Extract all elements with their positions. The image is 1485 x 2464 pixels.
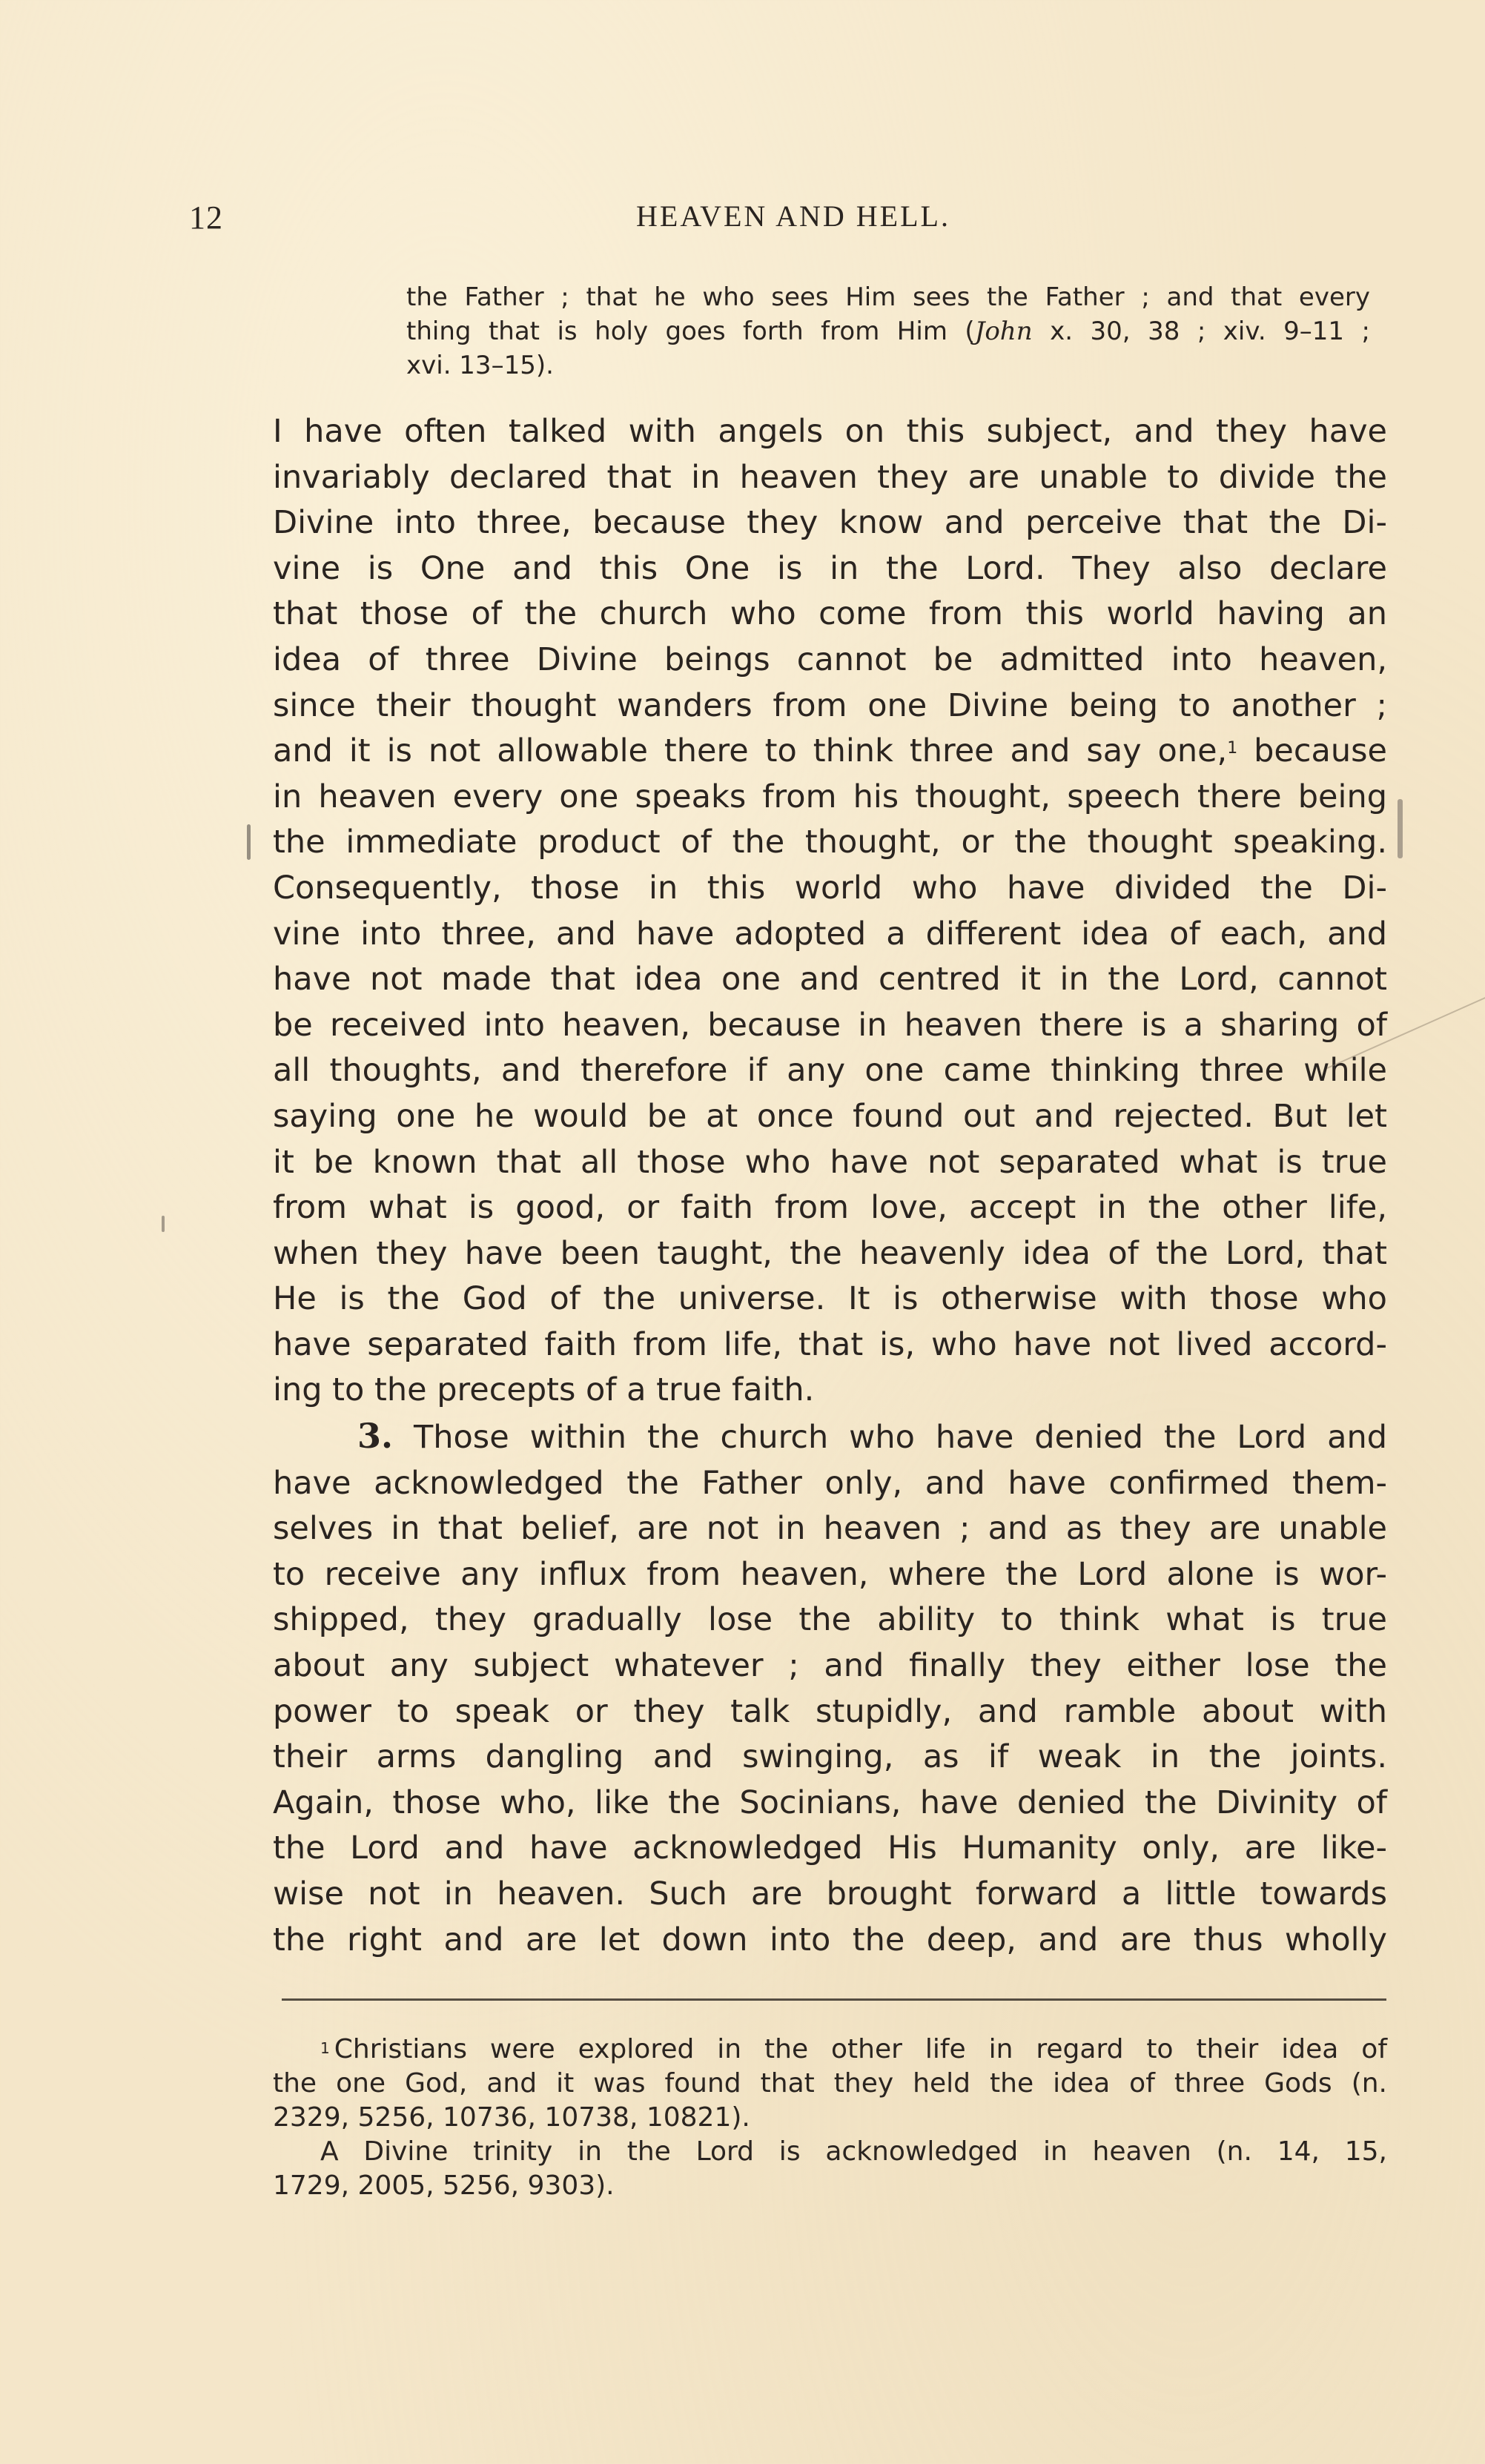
quote-line: xvi. 13–15). [406,351,554,380]
footnote-divider [282,1998,1386,2001]
text-line: I have often talked with angels on this subject, and they have [273,413,1387,450]
quote-line: the Father ; that he who sees Him sees the Father ; and that every [406,282,1370,312]
text-line: Consequently, those in this world who have divided the Di- [273,869,1387,907]
footnote-1 [273,2033,1387,2135]
page-number: 12 [189,199,223,236]
paragraph-2 [273,1414,1387,1963]
text-line: ing to the precepts of a true faith. [273,1371,815,1409]
text-line: it be known that all those who have not separated what is true [273,1143,1387,1181]
text-line: have not made that idea one and centred it in the Lord, cannot [273,961,1387,998]
footnote-line: 1729, 2005, 5256, 9303). [273,2170,615,2201]
text-line: in heaven every one speaks from his thought, speech there being [273,778,1387,815]
text-line: about any subject whatever ; and finally they either lose the [273,1647,1387,1685]
text-line: have acknowledged the Father only, and have confirmed them- [273,1464,1387,1502]
text-line: be received into heaven, because in heaven there is a sharing of [273,1006,1387,1044]
text-line-end: because [1237,732,1387,770]
footnotes [273,2033,1387,2203]
footnote-reference[interactable]: 1 [1227,739,1238,758]
text-line: the immediate product of the thought, or the thought speaking. [273,824,1387,861]
text-line: vine is One and this One is in the Lord. They also declare [273,549,1387,587]
footnote-line: A Divine trinity in the Lord is acknowledged in heaven (n. 14, 15, [320,2136,1387,2167]
text-line: when they have been taught, the heavenly idea of the Lord, that [273,1234,1387,1272]
footnote-line [273,2033,1387,2067]
citation-references: x. 30, 38 ; xiv. 9–11 ; [1032,317,1370,346]
text-line: selves in that belief, are not in heaven ; and as they are unable [273,1510,1387,1548]
footnote-line: 2329, 5256, 10736, 10738, 10821). [273,2102,750,2133]
text-line: Again, those who, like the Socinians, have denied the Divinity of [273,1784,1387,1821]
text-line: the right and are let down into the deep, and are thus wholly [273,1921,1387,1958]
footnote-line: the one God, and it was found that they held the idea of three Gods (n. [273,2068,1387,2099]
text-line: invariably declared that in heaven they are unable to divide the [273,458,1387,496]
section-number: 3. [357,1416,394,1457]
scan-mark [247,824,251,860]
scripture-quotation [406,280,1370,382]
text-line: since their thought wanders from one Divine being to another ; [273,686,1387,724]
quote-line-text: thing that is holy goes forth from Him ( [406,317,975,346]
text-line: all thoughts, and therefore if any one came thinking three while [273,1052,1387,1090]
text-line: power to speak or they talk stupidly, and ramble about with [273,1692,1387,1730]
text-line: Divine into three, because they know and perceive that the Di- [273,504,1387,542]
running-title: HEAVEN AND HELL. [636,199,950,233]
body-text [273,409,1387,1963]
text-line: to receive any influx from heaven, where the Lord alone is wor- [273,1555,1387,1593]
running-head [189,199,1390,251]
text-line: idea of three Divine beings cannot be admitted into heaven, [273,640,1387,678]
text-line: saying one he would be at once found out and rejected. But let [273,1097,1387,1135]
citation-book: John [974,317,1033,346]
paragraph-1 [273,409,1387,1414]
footnote-marker: 1 [320,2039,330,2057]
text-line [273,729,1387,775]
text-line: that those of the church who come from this world having an [273,595,1387,633]
footnote-text: Christians were explored in the other life in regard to their idea of [334,2034,1387,2064]
text-line: vine into three, and have adopted a different idea of each, and [273,915,1387,953]
scan-mark [1398,799,1403,858]
text-line [273,1414,1387,1461]
footnote-1-continued [273,2135,1387,2203]
text-line: from what is good, or faith from love, accept in the other life, [273,1189,1387,1227]
scan-speck [162,1216,165,1232]
text-line: have separated faith from life, that is, who have not lived accord- [273,1325,1387,1363]
text-line: the Lord and have acknowledged His Humanity only, are like- [273,1829,1387,1867]
quote-line [406,314,1370,348]
text-line: shipped, they gradually lose the ability to think what is true [273,1601,1387,1639]
text-line: He is the God of the universe. It is otherwise with those who [273,1280,1387,1318]
text-line-start: and it is not allowable there to think three and say one, [273,732,1228,770]
text-line-text: Those within the church who have denied the Lord and [413,1419,1387,1457]
text-line: their arms dangling and swinging, as if weak in the joints. [273,1738,1387,1776]
text-line: wise not in heaven. Such are brought forward a little towards [273,1875,1387,1912]
